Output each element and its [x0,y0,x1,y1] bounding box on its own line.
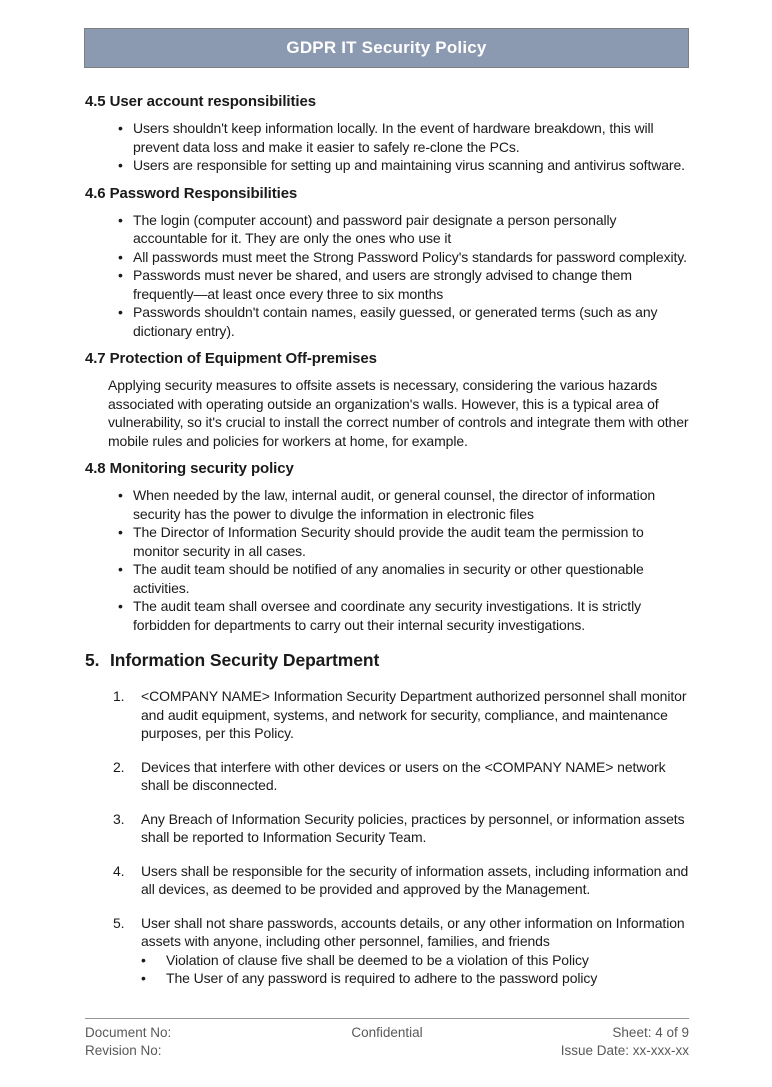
item-number: 5. [113,914,125,931]
bullet-item: • Users are responsible for setting up and maintaining virus scanning and antivirus software. [118,156,689,175]
item-number: 1. [113,688,125,704]
numbered-item-2 [113,758,689,795]
bullet-list-4-8 [118,486,689,634]
section-title: Information Security Department [110,650,380,670]
numbered-item-1 [113,687,689,743]
footer-row-2 [85,1042,689,1060]
sub-bullet-item: • Violation of clause five shall be deemed to be a violation of this Policy [141,951,689,970]
issue-date: Issue Date: xx-xxx-xx [560,1043,689,1058]
bullet-item: • When needed by the law, internal audit, or general counsel, the director of information security has the power to divulge the information in electronic files [118,486,689,523]
document-body [85,92,689,988]
section-heading-5 [85,649,689,672]
confidential-label: Confidential [351,1025,423,1040]
section-heading-4-5: 4.5 User account responsibilities [85,93,316,110]
item-text: <COMPANY NAME> Information Security Department authorized personnel shall monitor and audit equipment, systems, and network for security, compliance, and maintenance purposes, per this Policy. [141,688,687,741]
section-heading-4-8: 4.8 Monitoring security policy [85,460,294,477]
bullet-item: • The audit team should be notified of any anomalies in security or other questionable activities. [118,560,689,597]
bullet-list-4-5 [118,119,689,175]
bullet-item: • Users shouldn't keep information locally. In the event of hardware breakdown, this will prevent data loss and make it easier to safely re-clone the PCs. [118,119,689,156]
sub-bullet-item: • The User of any password is required to adhere to the password policy [141,969,689,988]
bullet-item: • Passwords shouldn't contain names, easily guessed, or generated terms (such as any dictionary entry). [118,303,689,340]
title-banner [84,28,689,68]
item-text: Any Breach of Information Security policies, practices by personnel, or information assets shall be reported to Information Security Team. [141,810,685,845]
sub-bullet-list-item-5 [141,951,689,988]
item-text: User shall not share passwords, accounts details, or any other information on Information assets with anyone, including other personnel, families, and friends [141,914,685,949]
page-footer [85,1018,689,1060]
section-paragraph-4-7: Applying security measures to offsite assets is necessary, considering the various hazards associated with operating outside an organization's walls. However, this is a typical area of vulnerability, so it's crucial to install the correct number of controls and integrate them with other mobile rules and policies for workers at home, for example. [108,377,689,449]
document-title: GDPR IT Security Policy [286,38,487,57]
section-number: 5. [85,650,100,670]
numbered-item-4 [113,862,689,899]
bullet-item: • Passwords must never be shared, and users are strongly advised to change them frequently—at least once every three to six months [118,266,689,303]
sheet-number: Sheet: 4 of 9 [612,1025,689,1040]
bullet-item: • The audit team shall oversee and coordinate any security investigations. It is strictly forbidden for departments to carry out their internal security investigations. [118,597,689,634]
item-text: Devices that interfere with other devices or users on the <COMPANY NAME> network shall be disconnected. [141,758,666,793]
item-number: 3. [113,810,125,827]
numbered-item-3 [113,810,689,847]
bullet-item: • The Director of Information Security should provide the audit team the permission to monitor security in all cases. [118,523,689,560]
item-number: 2. [113,758,125,775]
footer-row-1 [85,1024,689,1042]
bullet-item: • The login (computer account) and password pair designate a person personally accountable for it. They are only the ones who use it [118,211,689,248]
section-heading-4-7: 4.7 Protection of Equipment Off-premises [85,350,377,367]
revision-no-label: Revision No: [85,1043,162,1058]
item-number: 4. [113,862,125,879]
numbered-item-5 [113,914,689,951]
bullet-list-4-6 [118,211,689,341]
bullet-item: • All passwords must meet the Strong Password Policy's standards for password complexity. [118,248,689,267]
section-heading-4-6: 4.6 Password Responsibilities [85,184,298,202]
item-text: Users shall be responsible for the security of information assets, including information and all devices, as deemed to be provided and approved by the Management. [141,862,689,897]
document-no-label: Document No: [85,1025,172,1040]
